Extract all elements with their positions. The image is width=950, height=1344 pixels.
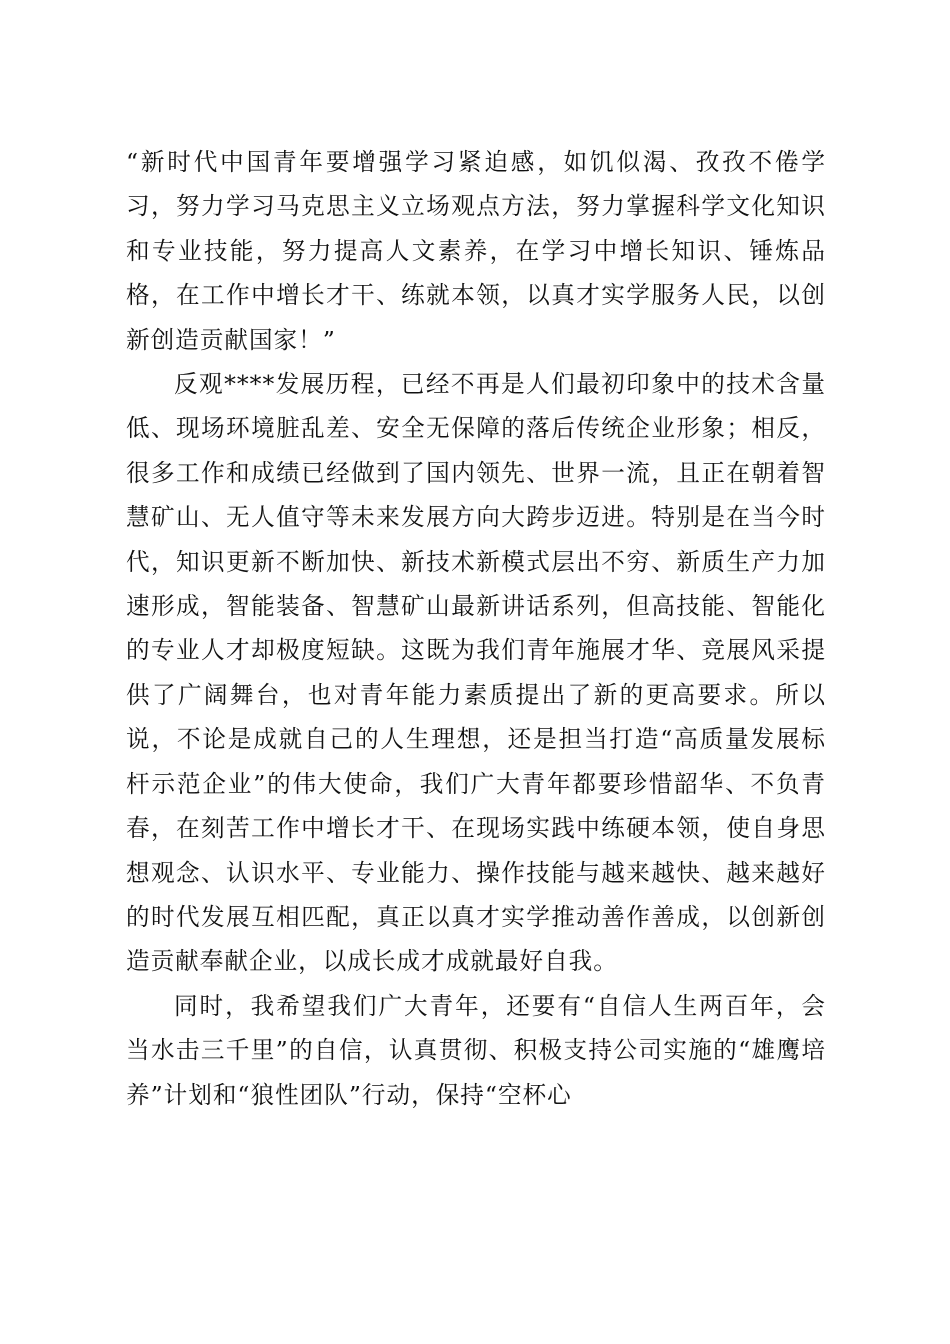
paragraph-youth-hope: 同时，我希望我们广大青年，还要有“自信人生两百年，会当水击三千里”的自信，认真贯彻、积极支持公司实施的“雄鹰培养”计划和“狼性团队”行动，保持“空杯心 (126, 991, 826, 1109)
paragraph-quote: “新时代中国青年要增强学习紧迫感，如饥似渴、孜孜不倦学习，努力学习马克思主义立场观点方法，努力掌握科学文化知识和专业技能，努力提高人文素养，在学习中增长知识、锤炼品格，在工作中增长才干、练就本领，以真才实学服务人民，以创新创造贡献国家！” (126, 148, 826, 354)
paragraph-development-history: 反观****发展历程，已经不再是人们最初印象中的技术含量低、现场环境脏乱差、安全无保障的落后传统企业形象；相反，很多工作和成绩已经做到了国内领先、世界一流，且正在朝着智慧矿山、无人值守等未来发展方向大跨步迈进。特别是在当今时代，知识更新不断加快、新技术新模式层出不穷、新质生产力加速形成，智能装备、智慧矿山最新讲话系列，但高技能、智能化的专业人才却极度短缺。这既为我们青年施展才华、竞展风采提供了广阔舞台，也对青年能力素质提出了新的更高要求。所以说，不论是成就自己的人生理想，还是担当打造“高质量发展标杆示范企业”的伟大使命，我们广大青年都要珍惜韶华、不负青春，在刻苦工作中增长才干、在现场实践中练硬本领，使自身思想观念、认识水平、专业能力、操作技能与越来越快、越来越好的时代发展互相匹配，真正以真才实学推动善作善成，以创新创造贡献奉献企业，以成长成才成就最好自我。 (126, 370, 826, 976)
body-text (126, 140, 826, 1117)
